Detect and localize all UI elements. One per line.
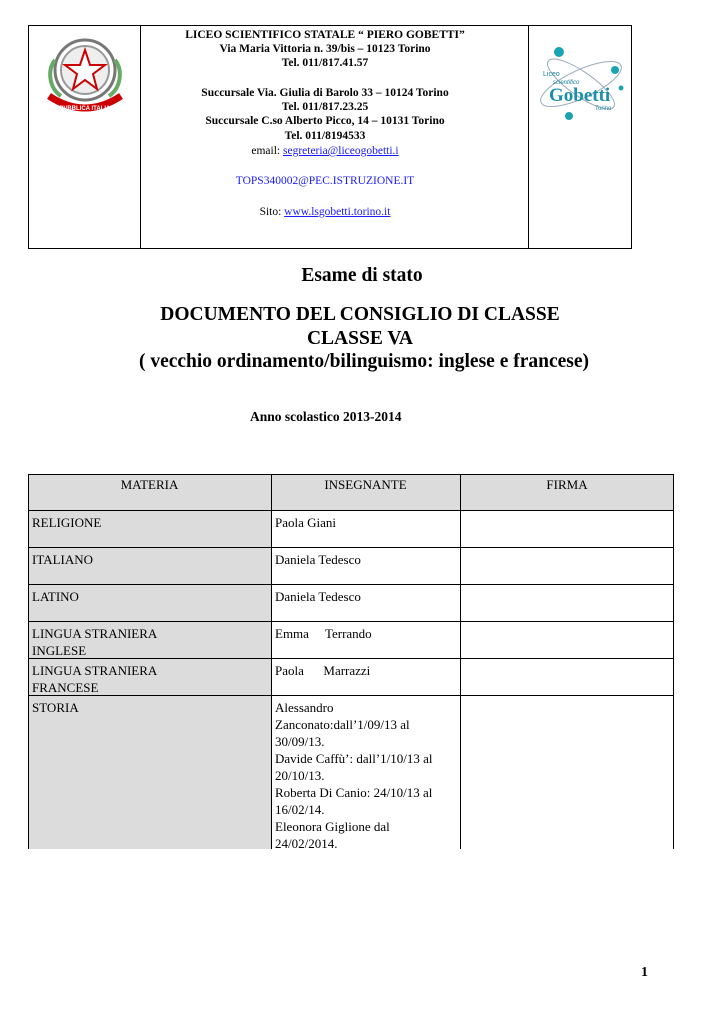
firma-cell[interactable]: [460, 659, 674, 665]
svg-text:Torino: Torino: [595, 106, 612, 112]
branch2-address: Succursale C.so Alberto Picco, 14 – 10131 Torino: [205, 115, 445, 127]
materia-cell: STORIA: [28, 696, 271, 849]
italian-republic-emblem: [41, 30, 129, 116]
materia-cell: ITALIANO: [28, 548, 271, 584]
table-border: [28, 510, 674, 511]
table-border: [28, 474, 29, 849]
page-number: 1: [641, 965, 648, 980]
firma-cell[interactable]: [460, 511, 674, 517]
table-border: [28, 584, 674, 585]
table-row: [28, 622, 674, 658]
subtitle: ( vecchio ordinamento/bilinguismo: inglese e francese): [138, 351, 590, 372]
firma-cell[interactable]: [460, 622, 674, 628]
table-border: [28, 474, 674, 475]
site-label: Sito:: [259, 206, 285, 218]
table-border: [460, 474, 461, 849]
school-tel: Tel. 011/817.41.57: [281, 57, 369, 69]
header-firma: FIRMA: [460, 474, 674, 510]
table-border: [271, 474, 272, 849]
svg-text:Gobetti: Gobetti: [549, 85, 611, 106]
site-line: [140, 205, 510, 219]
materia-cell: LINGUA STRANIERA INGLESE: [28, 622, 271, 658]
exam-title: Esame di stato: [301, 265, 423, 286]
svg-text:Liceo: Liceo: [543, 71, 560, 78]
firma-cell[interactable]: [460, 585, 674, 591]
table-header-row: [28, 474, 674, 510]
table-row: [28, 548, 674, 584]
email-line: [140, 144, 510, 158]
gobetti-logo: [535, 44, 627, 124]
site-link[interactable]: www.lsgobetti.torino.it: [284, 206, 391, 218]
divider: [528, 26, 529, 248]
table-border: [28, 621, 674, 622]
table-border: [673, 474, 674, 849]
email-label: email:: [251, 145, 283, 157]
svg-text:scientifico: scientifico: [553, 80, 580, 86]
table-border: [28, 658, 674, 659]
document-title: DOCUMENTO DEL CONSIGLIO DI CLASSE: [160, 304, 560, 325]
insegnante-cell: Emma Terrando: [275, 626, 372, 641]
materia-cell: RELIGIONE: [28, 511, 271, 547]
branch1-address: Succursale Via. Giulia di Barolo 33 – 10124 Torino: [201, 87, 449, 99]
insegnante-cell: Daniela Tedesco: [275, 552, 361, 567]
school-address: Via Maria Vittoria n. 39/bis – 10123 Torino: [219, 43, 431, 55]
school-year: Anno scolastico 2013-2014: [250, 409, 402, 424]
firma-cell[interactable]: [460, 696, 674, 702]
insegnante-cell: Paola Marrazzi: [275, 663, 371, 678]
table-border: [28, 547, 674, 548]
table-border: [28, 695, 674, 696]
class-title: CLASSE VA: [306, 328, 414, 349]
email-link[interactable]: segreteria@liceogobetti.i: [282, 145, 399, 157]
insegnante-cell: Daniela Tedesco: [275, 589, 361, 604]
materia-cell: LINGUA STRANIERA FRANCESE: [28, 659, 271, 695]
insegnante-cell: Paola Giani: [275, 515, 337, 530]
table-row: [28, 511, 674, 547]
insegnante-cell: Alessandro Zanconato:dall’1/09/13 al 30/09/13. Davide Caffù’: dall’1/10/13 al 20/10/13. Roberta Di Canio: 24/10/13 al 16/02/14. Eleonora Giglione dal 24/02/2014.: [275, 700, 433, 851]
school-name: LICEO SCIENTIFICO STATALE “ PIERO GOBETTI”: [185, 29, 465, 41]
pec-line: [140, 174, 510, 188]
firma-cell[interactable]: [460, 548, 674, 554]
svg-text:REPVBBLICA ITALIANA: REPVBBLICA ITALIANA: [51, 106, 119, 112]
table-row: [28, 659, 674, 695]
materia-cell: LATINO: [28, 585, 271, 621]
table-row: [28, 585, 674, 621]
branch1-tel: Tel. 011/817.23.25: [281, 101, 369, 113]
header-materia: MATERIA: [28, 474, 271, 510]
pec-link[interactable]: TOPS340002@PEC.ISTRUZIONE.IT: [235, 175, 415, 187]
table-row: [28, 696, 674, 849]
branch2-tel: Tel. 011/8194533: [284, 130, 366, 142]
header-insegnante: INSEGNANTE: [271, 474, 460, 510]
